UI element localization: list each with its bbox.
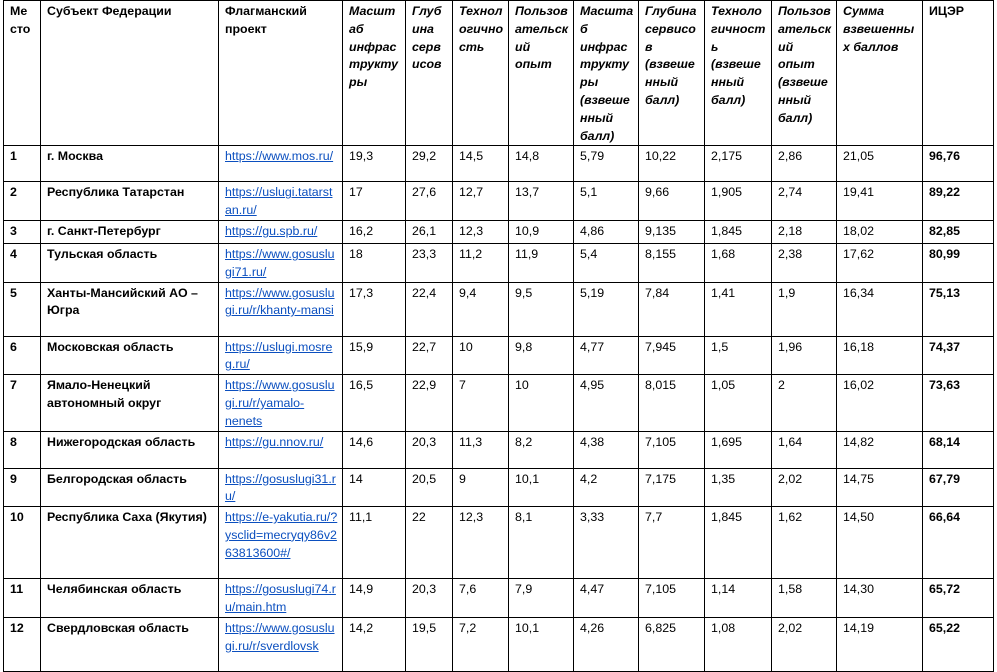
cell-user-experience-weighted: 1,96: [772, 336, 837, 375]
cell-technology: 7,2: [453, 617, 509, 671]
cell-infra-scale-weighted: 4,86: [574, 220, 639, 243]
cell-user-experience-weighted: 1,58: [772, 579, 837, 618]
cell-region: Тульская область: [41, 243, 219, 282]
cell-infra-scale: 11,1: [343, 507, 406, 579]
cell-service-depth: 20,3: [406, 431, 453, 468]
table-row: [4, 282, 994, 336]
cell-project: [219, 220, 343, 243]
cell-technology-weighted: 1,695: [705, 431, 772, 468]
cell-user-experience-weighted: 2,02: [772, 468, 837, 507]
cell-place: 7: [4, 375, 41, 431]
cell-infra-scale: 17: [343, 182, 406, 221]
cell-service-depth-weighted: 9,66: [639, 182, 705, 221]
cell-index: 65,72: [923, 579, 994, 618]
table-row: [4, 243, 994, 282]
cell-index: 89,22: [923, 182, 994, 221]
cell-infra-scale: 14,2: [343, 617, 406, 671]
cell-user-experience: 10,9: [509, 220, 574, 243]
cell-project: [219, 282, 343, 336]
cell-service-depth: 22,7: [406, 336, 453, 375]
cell-technology: 11,3: [453, 431, 509, 468]
cell-infra-scale-weighted: 4,38: [574, 431, 639, 468]
cell-user-experience: 8,1: [509, 507, 574, 579]
project-link[interactable]: https://www.gosuslugi71.ru/: [225, 246, 335, 279]
cell-index: 67,79: [923, 468, 994, 507]
cell-region: Ямало-Ненецкий автономный округ: [41, 375, 219, 431]
cell-infra-scale: 14: [343, 468, 406, 507]
table-row: [4, 431, 994, 468]
cell-service-depth-weighted: 8,015: [639, 375, 705, 431]
cell-infra-scale-weighted: 4,47: [574, 579, 639, 618]
cell-technology-weighted: 2,175: [705, 146, 772, 182]
cell-infra-scale: 16,5: [343, 375, 406, 431]
cell-region: Белгородская область: [41, 468, 219, 507]
cell-index: 73,63: [923, 375, 994, 431]
cell-weighted-sum: 21,05: [837, 146, 923, 182]
cell-user-experience: 9,5: [509, 282, 574, 336]
cell-service-depth: 29,2: [406, 146, 453, 182]
cell-place: 2: [4, 182, 41, 221]
cell-service-depth-weighted: 7,175: [639, 468, 705, 507]
cell-infra-scale: 17,3: [343, 282, 406, 336]
cell-place: 9: [4, 468, 41, 507]
cell-technology-weighted: 1,41: [705, 282, 772, 336]
cell-project: [219, 617, 343, 671]
cell-region: Ханты-Мансийский АО – Югра: [41, 282, 219, 336]
cell-infra-scale: 15,9: [343, 336, 406, 375]
cell-user-experience-weighted: 2,86: [772, 146, 837, 182]
header-technology: Технологичность: [453, 1, 509, 146]
table-row: [4, 617, 994, 671]
cell-project: [219, 336, 343, 375]
cell-technology-weighted: 1,5: [705, 336, 772, 375]
cell-weighted-sum: 14,50: [837, 507, 923, 579]
cell-user-experience-weighted: 2,02: [772, 617, 837, 671]
cell-technology: 9: [453, 468, 509, 507]
cell-index: 65,22: [923, 617, 994, 671]
cell-technology-weighted: 1,68: [705, 243, 772, 282]
cell-technology: 7,6: [453, 579, 509, 618]
cell-project: [219, 468, 343, 507]
cell-user-experience-weighted: 2,38: [772, 243, 837, 282]
project-link[interactable]: https://www.gosuslugi.ru/r/sverdlovsk: [225, 620, 335, 653]
cell-service-depth-weighted: 7,945: [639, 336, 705, 375]
header-row: [4, 1, 994, 146]
project-link[interactable]: https://gu.nnov.ru/: [225, 434, 324, 449]
project-link[interactable]: https://gosuslugi31.ru/: [225, 471, 336, 504]
header-infra-scale: Масштаб инфраструктуры: [343, 1, 406, 146]
cell-infra-scale-weighted: 4,77: [574, 336, 639, 375]
cell-service-depth-weighted: 8,155: [639, 243, 705, 282]
cell-index: 80,99: [923, 243, 994, 282]
cell-weighted-sum: 16,34: [837, 282, 923, 336]
cell-technology: 14,5: [453, 146, 509, 182]
cell-weighted-sum: 14,19: [837, 617, 923, 671]
table-row: [4, 220, 994, 243]
cell-service-depth: 20,5: [406, 468, 453, 507]
project-link[interactable]: https://www.mos.ru/: [225, 149, 334, 164]
cell-user-experience: 8,2: [509, 431, 574, 468]
cell-user-experience: 13,7: [509, 182, 574, 221]
cell-service-depth: 22: [406, 507, 453, 579]
header-technology-weighted: Технологичность (взвешенный балл): [705, 1, 772, 146]
cell-infra-scale-weighted: 4,95: [574, 375, 639, 431]
cell-infra-scale-weighted: 5,4: [574, 243, 639, 282]
rating-table: [3, 0, 994, 672]
table-row: [4, 146, 994, 182]
header-region: Субъект Федерации: [41, 1, 219, 146]
cell-weighted-sum: 14,75: [837, 468, 923, 507]
cell-user-experience-weighted: 2,74: [772, 182, 837, 221]
header-service-depth-weighted: Глубина сервисов (взвешенный балл): [639, 1, 705, 146]
cell-region: Нижегородская область: [41, 431, 219, 468]
cell-technology: 12,3: [453, 507, 509, 579]
cell-service-depth: 27,6: [406, 182, 453, 221]
project-link[interactable]: https://gosuslugi74.ru/main.htm: [225, 582, 336, 614]
cell-service-depth: 23,3: [406, 243, 453, 282]
table-row: [4, 182, 994, 221]
table-row: [4, 468, 994, 507]
header-weighted-sum: Сумма взвешенных баллов: [837, 1, 923, 146]
cell-index: 75,13: [923, 282, 994, 336]
cell-service-depth-weighted: 9,135: [639, 220, 705, 243]
cell-index: 96,76: [923, 146, 994, 182]
cell-user-experience-weighted: 1,64: [772, 431, 837, 468]
table-row: [4, 507, 994, 579]
cell-technology: 9,4: [453, 282, 509, 336]
cell-technology: 7: [453, 375, 509, 431]
cell-infra-scale-weighted: 5,1: [574, 182, 639, 221]
cell-user-experience-weighted: 2,18: [772, 220, 837, 243]
cell-infra-scale: 14,6: [343, 431, 406, 468]
cell-weighted-sum: 17,62: [837, 243, 923, 282]
cell-service-depth: 19,5: [406, 617, 453, 671]
cell-service-depth: 22,4: [406, 282, 453, 336]
cell-technology: 11,2: [453, 243, 509, 282]
cell-place: 6: [4, 336, 41, 375]
cell-service-depth: 22,9: [406, 375, 453, 431]
cell-place: 11: [4, 579, 41, 618]
cell-technology: 10: [453, 336, 509, 375]
cell-place: 12: [4, 617, 41, 671]
cell-place: 3: [4, 220, 41, 243]
cell-service-depth-weighted: 7,84: [639, 282, 705, 336]
project-link[interactable]: https://gu.spb.ru/: [225, 223, 318, 238]
cell-region: Московская область: [41, 336, 219, 375]
cell-place: 5: [4, 282, 41, 336]
cell-user-experience: 10,1: [509, 468, 574, 507]
cell-infra-scale-weighted: 4,2: [574, 468, 639, 507]
cell-technology-weighted: 1,845: [705, 507, 772, 579]
cell-place: 8: [4, 431, 41, 468]
cell-user-experience-weighted: 1,9: [772, 282, 837, 336]
project-link[interactable]: https://www.gosuslugi.ru/r/khanty-mansi: [225, 285, 335, 318]
cell-service-depth-weighted: 7,7: [639, 507, 705, 579]
cell-index: 74,37: [923, 336, 994, 375]
cell-region: г. Москва: [41, 146, 219, 182]
cell-infra-scale: 14,9: [343, 579, 406, 618]
cell-place: 10: [4, 507, 41, 579]
project-link[interactable]: https://www.gosuslugi.ru/r/yamalo-nenets: [225, 378, 335, 428]
cell-weighted-sum: 14,30: [837, 579, 923, 618]
cell-index: 82,85: [923, 220, 994, 243]
cell-place: 4: [4, 243, 41, 282]
cell-user-experience: 9,8: [509, 336, 574, 375]
cell-service-depth-weighted: 10,22: [639, 146, 705, 182]
cell-weighted-sum: 14,82: [837, 431, 923, 468]
cell-technology-weighted: 1,35: [705, 468, 772, 507]
cell-technology-weighted: 1,845: [705, 220, 772, 243]
cell-infra-scale-weighted: 3,33: [574, 507, 639, 579]
cell-index: 68,14: [923, 431, 994, 468]
project-link[interactable]: https://uslugi.tatarstan.ru/: [225, 185, 333, 218]
cell-user-experience-weighted: 1,62: [772, 507, 837, 579]
cell-place: 1: [4, 146, 41, 182]
cell-service-depth: 26,1: [406, 220, 453, 243]
cell-user-experience: 14,8: [509, 146, 574, 182]
cell-user-experience-weighted: 2: [772, 375, 837, 431]
cell-weighted-sum: 19,41: [837, 182, 923, 221]
cell-technology: 12,7: [453, 182, 509, 221]
header-project: Флагманский проект: [219, 1, 343, 146]
cell-project: [219, 182, 343, 221]
cell-project: [219, 375, 343, 431]
cell-service-depth-weighted: 7,105: [639, 579, 705, 618]
cell-weighted-sum: 18,02: [837, 220, 923, 243]
cell-index: 66,64: [923, 507, 994, 579]
cell-user-experience: 7,9: [509, 579, 574, 618]
cell-infra-scale-weighted: 4,26: [574, 617, 639, 671]
cell-service-depth-weighted: 7,105: [639, 431, 705, 468]
cell-technology: 12,3: [453, 220, 509, 243]
cell-infra-scale: 16,2: [343, 220, 406, 243]
cell-user-experience: 10: [509, 375, 574, 431]
cell-technology-weighted: 1,05: [705, 375, 772, 431]
table-row: [4, 579, 994, 618]
project-link[interactable]: https://e-yakutia.ru/?ysclid=mecryqy86v263813600#/: [225, 510, 338, 560]
table-row: [4, 336, 994, 375]
cell-region: Челябинская область: [41, 579, 219, 618]
table-body: [4, 146, 994, 671]
cell-technology-weighted: 1,905: [705, 182, 772, 221]
header-user-experience-weighted: Пользовательский опыт (взвешенный балл): [772, 1, 837, 146]
cell-user-experience: 11,9: [509, 243, 574, 282]
cell-service-depth-weighted: 6,825: [639, 617, 705, 671]
header-index: ИЦЭР: [923, 1, 994, 146]
cell-project: [219, 431, 343, 468]
cell-user-experience: 10,1: [509, 617, 574, 671]
cell-project: [219, 146, 343, 182]
header-infra-scale-weighted: Масштаб инфраструктуры (взвешенный балл): [574, 1, 639, 146]
table-row: [4, 375, 994, 431]
header-place: Ме сто: [4, 1, 41, 146]
cell-infra-scale: 18: [343, 243, 406, 282]
cell-technology-weighted: 1,08: [705, 617, 772, 671]
cell-technology-weighted: 1,14: [705, 579, 772, 618]
project-link[interactable]: https://uslugi.mosreg.ru/: [225, 339, 333, 372]
cell-weighted-sum: 16,02: [837, 375, 923, 431]
header-user-experience: Пользовательский опыт: [509, 1, 574, 146]
cell-weighted-sum: 16,18: [837, 336, 923, 375]
cell-region: Республика Татарстан: [41, 182, 219, 221]
header-service-depth: Глубина сервисов: [406, 1, 453, 146]
cell-infra-scale-weighted: 5,79: [574, 146, 639, 182]
cell-region: Свердловская область: [41, 617, 219, 671]
cell-infra-scale: 19,3: [343, 146, 406, 182]
cell-region: г. Санкт-Петербург: [41, 220, 219, 243]
cell-project: [219, 243, 343, 282]
cell-region: Республика Саха (Якутия): [41, 507, 219, 579]
cell-infra-scale-weighted: 5,19: [574, 282, 639, 336]
cell-service-depth: 20,3: [406, 579, 453, 618]
cell-project: [219, 507, 343, 579]
cell-project: [219, 579, 343, 618]
